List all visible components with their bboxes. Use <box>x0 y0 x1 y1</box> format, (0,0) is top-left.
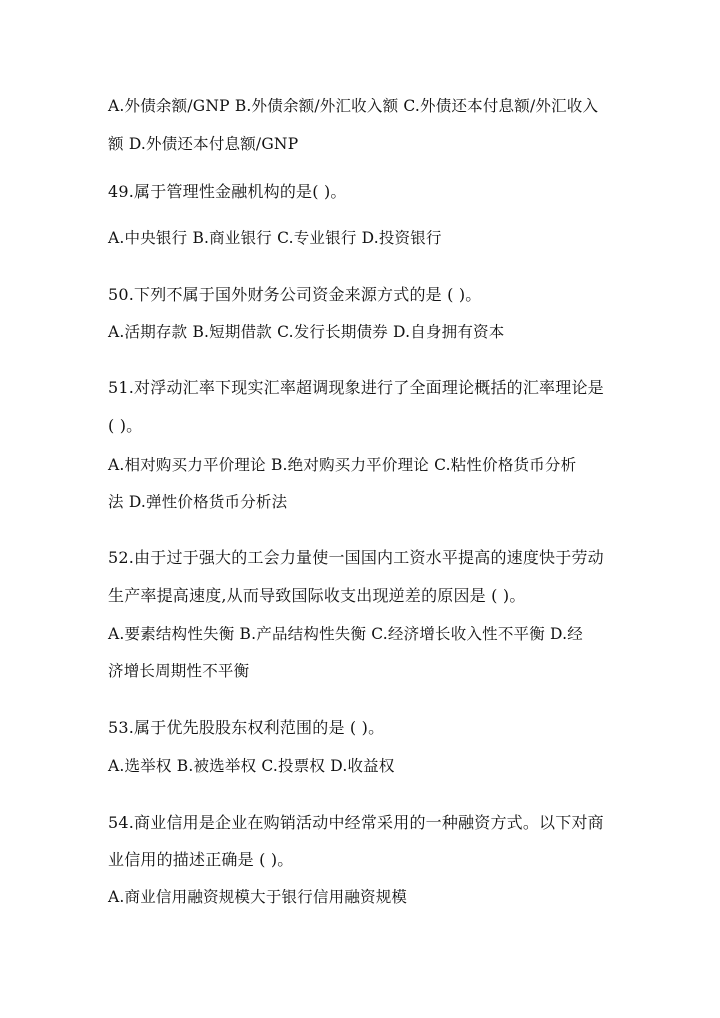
option-line-51b: 法 D.弹性价格货币分析法 <box>108 493 288 511</box>
question-49: 49.属于管理性金融机构的是( )。 <box>108 182 347 201</box>
option-line-48b: 额 D.外债还本付息额/GNP <box>108 135 299 153</box>
option-line-48a: A.外债余额/GNP B.外债余额/外汇收入额 C.外债还本付息额/外汇收入 <box>108 97 599 115</box>
question-52-line-2: 生产率提高速度,从而导致国际收支出现逆差的原因是 ( )。 <box>108 586 526 605</box>
question-51-line-1: 51.对浮动汇率下现实汇率超调现象进行了全面理论概括的汇率理论是 <box>108 378 604 397</box>
question-54-line-1: 54.商业信用是企业在购销活动中经常采用的一种融资方式。以下对商 <box>108 813 604 832</box>
question-54-line-2: 业信用的描述正确是 ( )。 <box>108 850 294 869</box>
option-line-50: A.活期存款 B.短期借款 C.发行长期债券 D.自身拥有资本 <box>108 323 505 341</box>
question-50: 50.下列不属于国外财务公司资金来源方式的是 ( )。 <box>108 285 482 304</box>
question-51-line-2: ( )。 <box>108 416 143 435</box>
question-52-line-1: 52.由于过于强大的工会力量使一国国内工资水平提高的速度快于劳动 <box>108 548 604 567</box>
option-line-52b: 济增长周期性不平衡 <box>108 662 250 680</box>
question-53: 53.属于优先股股东权利范围的是 ( )。 <box>108 718 385 737</box>
option-line-51a: A.相对购买力平价理论 B.绝对购买力平价理论 C.粘性价格货币分析 <box>108 456 577 474</box>
option-line-49: A.中央银行 B.商业银行 C.专业银行 D.投资银行 <box>108 229 442 247</box>
option-line-53: A.选举权 B.被选举权 C.投票权 D.收益权 <box>108 757 395 775</box>
option-line-52a: A.要素结构性失衡 B.产品结构性失衡 C.经济增长收入性不平衡 D.经 <box>108 625 583 643</box>
option-line-54a: A.商业信用融资规模大于银行信用融资规模 <box>108 888 408 906</box>
